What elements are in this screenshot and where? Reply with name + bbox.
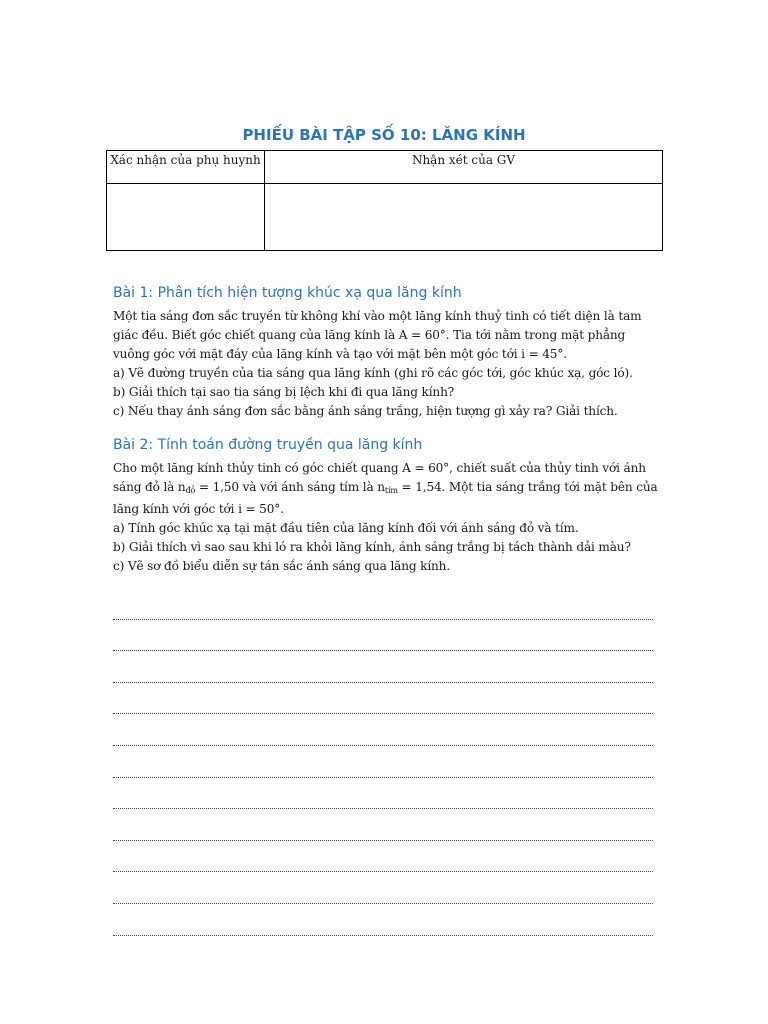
subscript-red: đỏ	[185, 486, 196, 495]
exercise-2-question-b: b) Giải thích vì sao sau khi ló ra khỏi lăng kính, ánh sáng trắng bị tách thành dải màu?	[113, 540, 631, 554]
answer-lines[interactable]	[113, 588, 653, 936]
parent-confirmation-header: Xác nhận của phụ huynh	[107, 151, 265, 184]
exercise-2-question-a: a) Tính góc khúc xạ tại mặt đầu tiên của lăng kính đối với ánh sáng đỏ và tím.	[113, 521, 579, 535]
answer-line[interactable]	[113, 778, 653, 810]
parent-confirmation-cell[interactable]	[107, 184, 265, 251]
answer-line[interactable]	[113, 588, 653, 620]
teacher-comment-cell[interactable]	[265, 184, 663, 251]
exercise-1-question-c: c) Nếu thay ánh sáng đơn sắc bằng ánh sáng trắng, hiện tượng gì xảy ra? Giải thích.	[113, 404, 618, 418]
teacher-comment-header: Nhận xét của GV	[265, 151, 663, 184]
answer-line[interactable]	[113, 620, 653, 652]
exercise-2-body	[113, 459, 658, 576]
exercise-1-question-b: b) Giải thích tại sao tia sáng bị lệch khi đi qua lăng kính?	[113, 385, 455, 399]
subscript-violet: tím	[384, 486, 398, 495]
confirmation-table	[106, 150, 663, 251]
answer-line[interactable]	[113, 651, 653, 683]
answer-line[interactable]	[113, 904, 653, 936]
answer-line[interactable]	[113, 841, 653, 873]
exercise-2-question-c: c) Vẽ sơ đồ biểu diễn sự tán sắc ánh sáng qua lăng kính.	[113, 559, 451, 573]
exercise-1-body	[113, 307, 658, 421]
exercise-2-heading: Bài 2: Tính toán đường truyền qua lăng kính	[113, 437, 423, 453]
page-title: PHIẾU BÀI TẬP SỐ 10: LĂNG KÍNH	[242, 126, 526, 144]
answer-line[interactable]	[113, 683, 653, 715]
answer-line[interactable]	[113, 872, 653, 904]
answer-line[interactable]	[113, 714, 653, 746]
exercise-1-heading: Bài 1: Phân tích hiện tượng khúc xạ qua lăng kính	[113, 285, 462, 301]
answer-line[interactable]	[113, 746, 653, 778]
exercise-1-intro: Một tia sáng đơn sắc truyền từ không khí vào một lăng kính thuỷ tinh có tiết diện là tam giác đều. Biết góc chiết quang của lăng kính là A = 60°. Tia tới nằm trong mặt phẳng vuông góc với mặt đáy của lăng kính và tạo với mặt bên một góc tới i = 45°.	[113, 309, 642, 361]
exercise-1-question-a: a) Vẽ đường truyền của tia sáng qua lăng kính (ghi rõ các góc tới, góc khúc xạ, góc ló).	[113, 366, 633, 380]
exercise-2-intro: Cho một lăng kính thủy tinh có góc chiết quang A = 60°, chiết suất của thủy tinh với ánh sáng đỏ là $n_{đỏ} = 1,50$ và với ánh sáng tím là $n_{tím} = 1,54$. Một tia sáng trắng tới mặt bên của lăng kính với góc tới i = 50°.	[113, 461, 658, 516]
answer-line[interactable]	[113, 809, 653, 841]
